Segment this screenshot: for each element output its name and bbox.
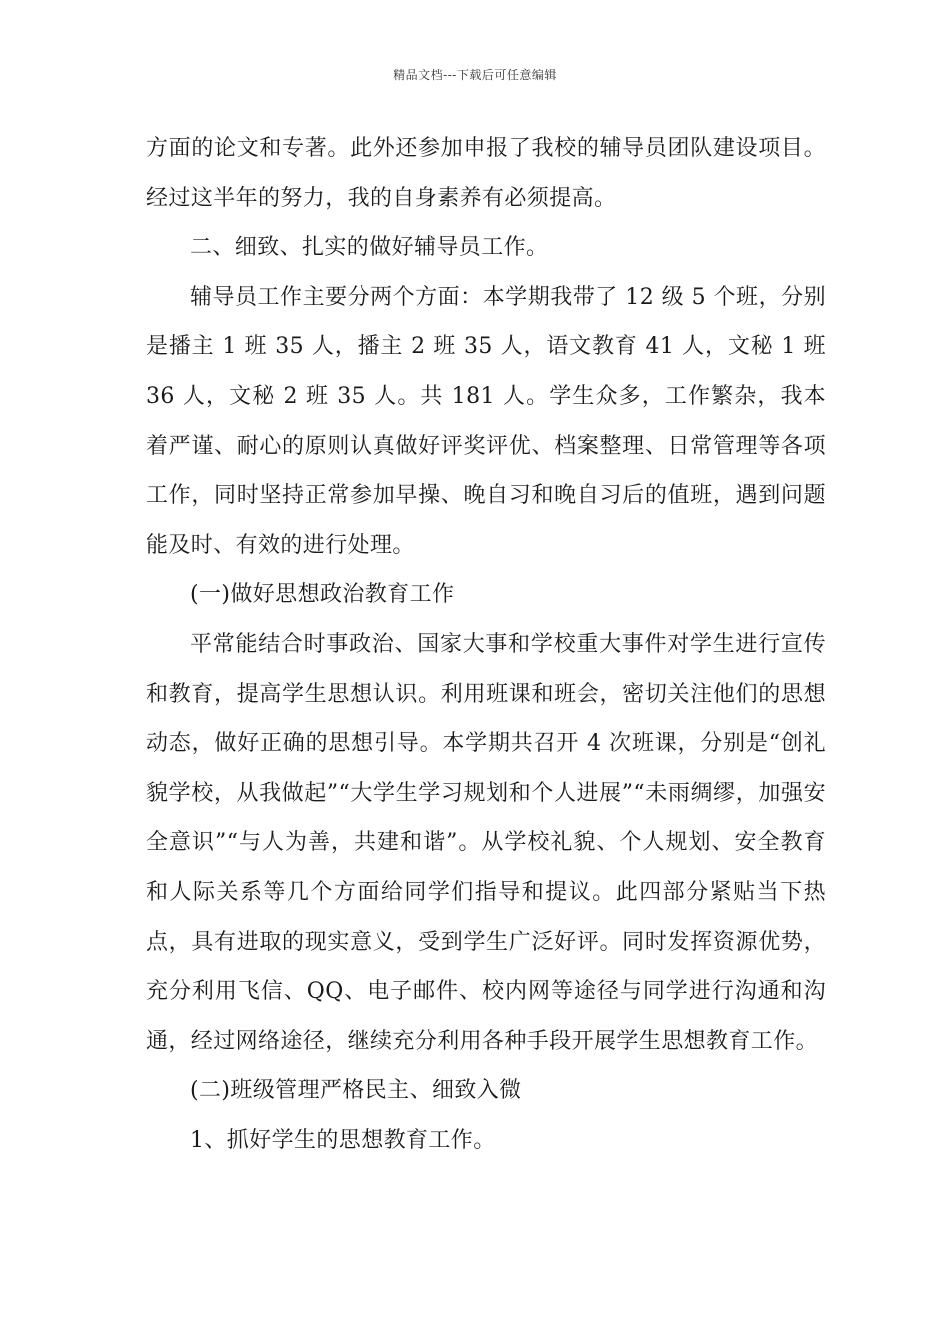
document-body [146, 124, 826, 1165]
section-heading-2: 二、细致、扎实的做好辅导员工作。 [190, 235, 549, 261]
subsection-heading-1: (一)做好思想政治教育工作 [190, 582, 455, 608]
paragraph-continuation: 方面的论文和专著。此外还参加申报了我校的辅导员团队建设项目。经过这半年的努力，我的自身素养有必须提高。 [146, 136, 826, 211]
subsection-heading-2: (二)班级管理严格民主、细致入微 [190, 1078, 522, 1104]
page-header: 精品文档---下载后可任意编辑 [393, 68, 557, 82]
paragraph-political-education: 平常能结合时事政治、国家大事和学校重大事件对学生进行宣传和教育，提高学生思想认识。利用班课和班会，密切关注他们的思想动态，做好正确的思想引导。本学期共召开 4 次班课，分别是“创礼貌学校，从我做起”“大学生学习规划和个人进展”“未雨绸缪，加强安全意识”“与人为善，共建和谐”。从学校礼貌、个人规划、安全教育和人际关系等几个方面给同学们指导和提议。此四部分紧贴当下热点，具有进取的现实意义，受到学生广泛好评。同时发挥资源优势，充分利用飞信、QQ、电子邮件、校内网等途径与同学进行沟通和沟通，经过网络途径，继续充分利用各种手段开展学生思想教育工作。 [146, 631, 826, 1054]
paragraph-counselor-work: 辅导员工作主要分两个方面：本学期我带了 12 级 5 个班，分别是播主 1 班 35 人，播主 2 班 35 人，语文教育 41 人，文秘 1 班 36 人，文秘 2 班 35 人。共 181 人。学生众多，工作繁杂，我本着严谨、耐心的原则认真做好评奖评优、档案整理、日常管理等各项工作，同时坚持正常参加早操、晚自习和晚自习后的值班，遇到问题能及时、有效的进行处理。 [146, 284, 826, 558]
item-heading-1: 1、抓好学生的思想教育工作。 [190, 1127, 496, 1153]
